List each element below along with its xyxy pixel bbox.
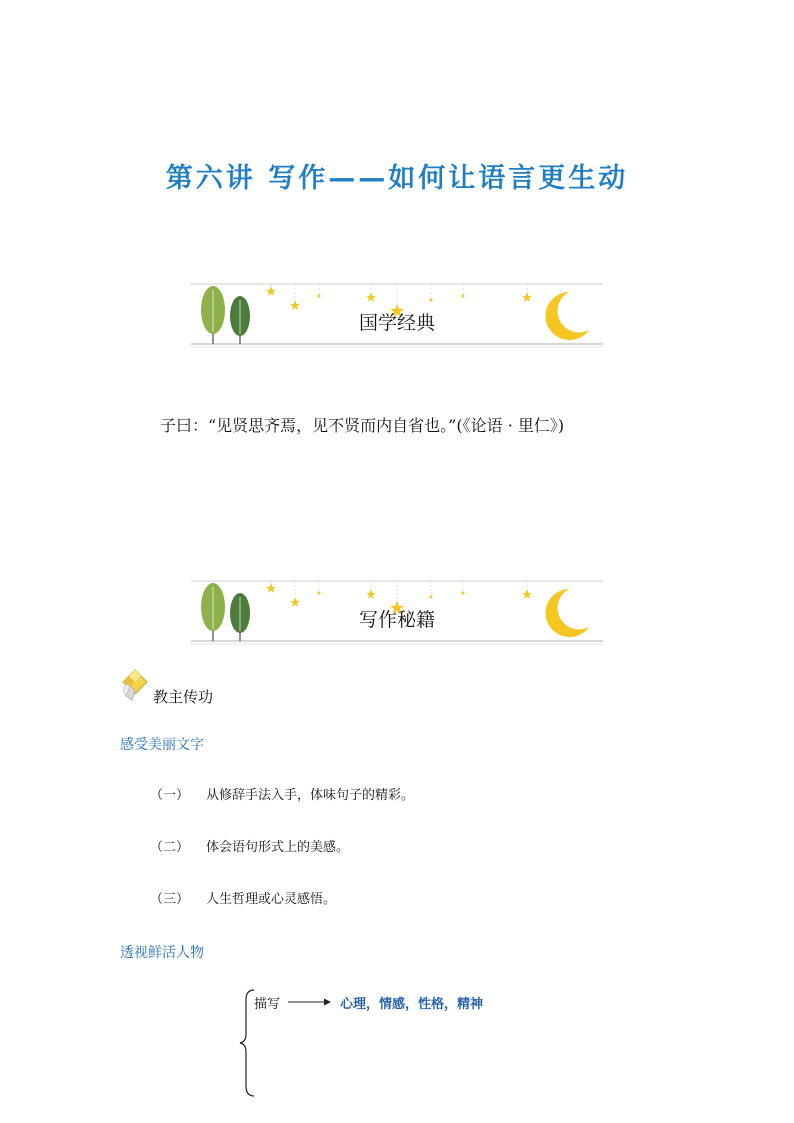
banner-guoxue xyxy=(191,278,603,350)
list-item xyxy=(150,784,414,803)
banner-xiezuo xyxy=(191,575,603,647)
list-item xyxy=(150,836,349,855)
banner-label: 写作秘籍 xyxy=(358,609,435,631)
list-item-index: （三） xyxy=(150,892,190,907)
list-item xyxy=(150,888,336,907)
arrow-right-icon xyxy=(288,997,332,1007)
section-heading-vivid-characters: 透视鲜活人物 xyxy=(120,945,204,961)
classic-quote: 子曰：“见贤思齐焉，见不贤而内自省也。”(《论语 · 里仁》) xyxy=(160,416,565,435)
banner-label: 国学经典 xyxy=(358,312,435,334)
page-title: 第六讲 写作——如何让语言更生动 xyxy=(165,163,629,194)
diagram-target: 心理，情感，性格，精神 xyxy=(340,997,484,1012)
list-item-index: （一） xyxy=(150,788,190,803)
list-item-text: 体会语句形式上的美感。 xyxy=(206,840,350,855)
list-item-text: 人生哲理或心灵感悟。 xyxy=(206,892,337,907)
list-item-index: （二） xyxy=(150,840,190,855)
section-heading-beautiful-text: 感受美丽文字 xyxy=(120,737,204,753)
diagram-lead: 描写 xyxy=(254,997,281,1012)
diamond-puzzle-icon xyxy=(120,668,150,702)
list-item-text: 从修辞手法入手，体味句子的精彩。 xyxy=(206,788,415,803)
strategy-label: 教主传功 xyxy=(153,688,214,706)
